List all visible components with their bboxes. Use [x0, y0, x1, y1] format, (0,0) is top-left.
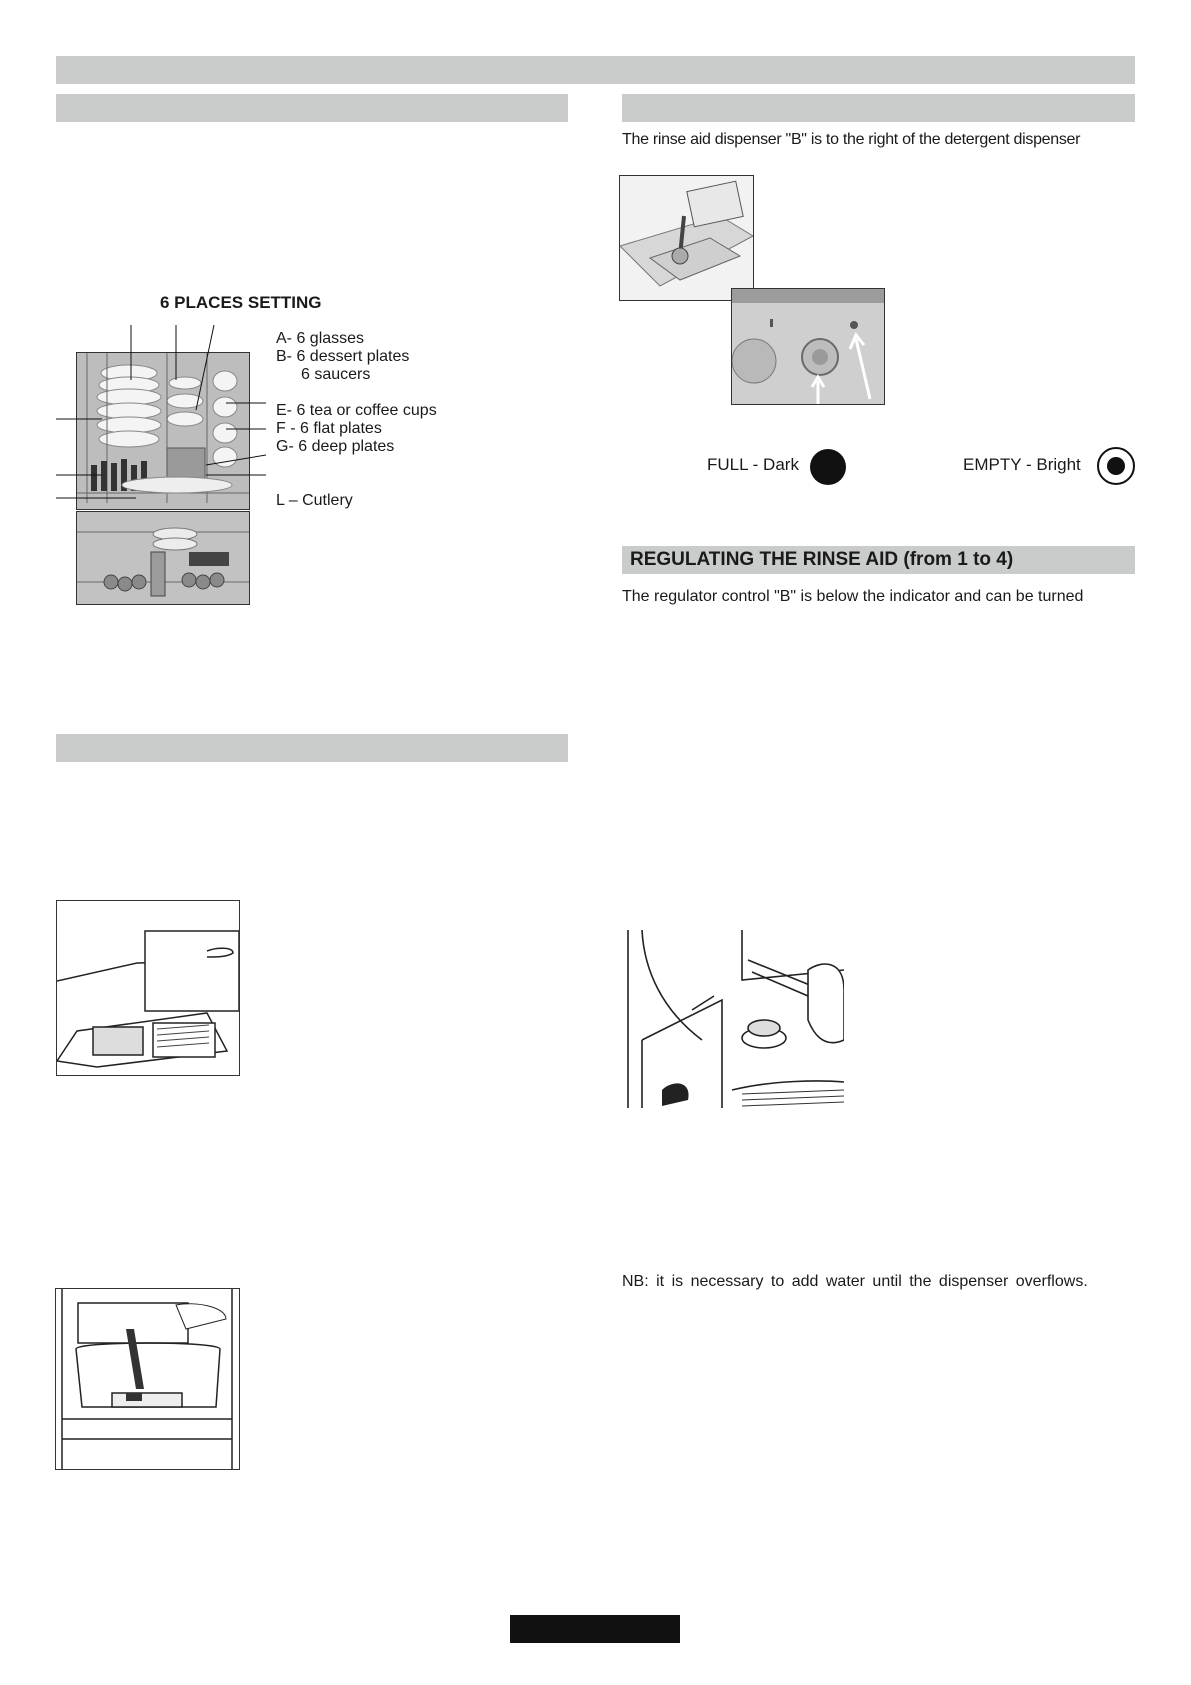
rinse-aid-pour-figure: [619, 175, 754, 301]
legend-item-b-saucers: 6 saucers: [301, 366, 371, 383]
legend-item-e: E- 6 tea or coffee cups: [276, 402, 437, 419]
detergent-fill-figure: [56, 900, 240, 1076]
places-setting-title: 6 PLACES SETTING: [160, 293, 322, 312]
full-indicator-label: FULL - Dark: [707, 455, 799, 474]
legend-item-l: L – Cutlery: [276, 492, 353, 509]
full-indicator-dark-icon: [810, 449, 846, 485]
section-header-band-left-1: [56, 94, 568, 122]
section-header-band-right-1: [622, 94, 1135, 122]
page-footer-bar: [510, 1615, 680, 1643]
legend-item-a: A- 6 glasses: [276, 330, 365, 347]
legend-item-b: B- 6 dessert plates: [276, 348, 410, 365]
detergent-pour-figure: [55, 1288, 240, 1470]
overflow-note: NB: it is necessary to add water until the dispenser overflows.: [622, 1273, 1088, 1290]
regulator-figure: [622, 930, 844, 1108]
section-header-band-left-2: [56, 734, 568, 762]
rinse-aid-indicator-figure: [731, 288, 885, 405]
empty-indicator-bright-icon: [1097, 447, 1135, 485]
legend-item-f: F - 6 flat plates: [276, 420, 382, 437]
page-header-band: [56, 56, 1135, 84]
leader-lines: [56, 325, 276, 505]
regulating-text: The regulator control "B" is below the indicator and can be turned: [622, 588, 1084, 605]
rinse-aid-intro-text: The rinse aid dispenser "B" is to the right of the detergent dispenser: [622, 131, 1081, 148]
lower-basket-figure: [76, 511, 250, 605]
regulating-heading: REGULATING THE RINSE AID (from 1 to 4): [630, 549, 1014, 570]
empty-indicator-label: EMPTY - Bright: [963, 455, 1081, 474]
legend-item-g: G- 6 deep plates: [276, 438, 395, 455]
